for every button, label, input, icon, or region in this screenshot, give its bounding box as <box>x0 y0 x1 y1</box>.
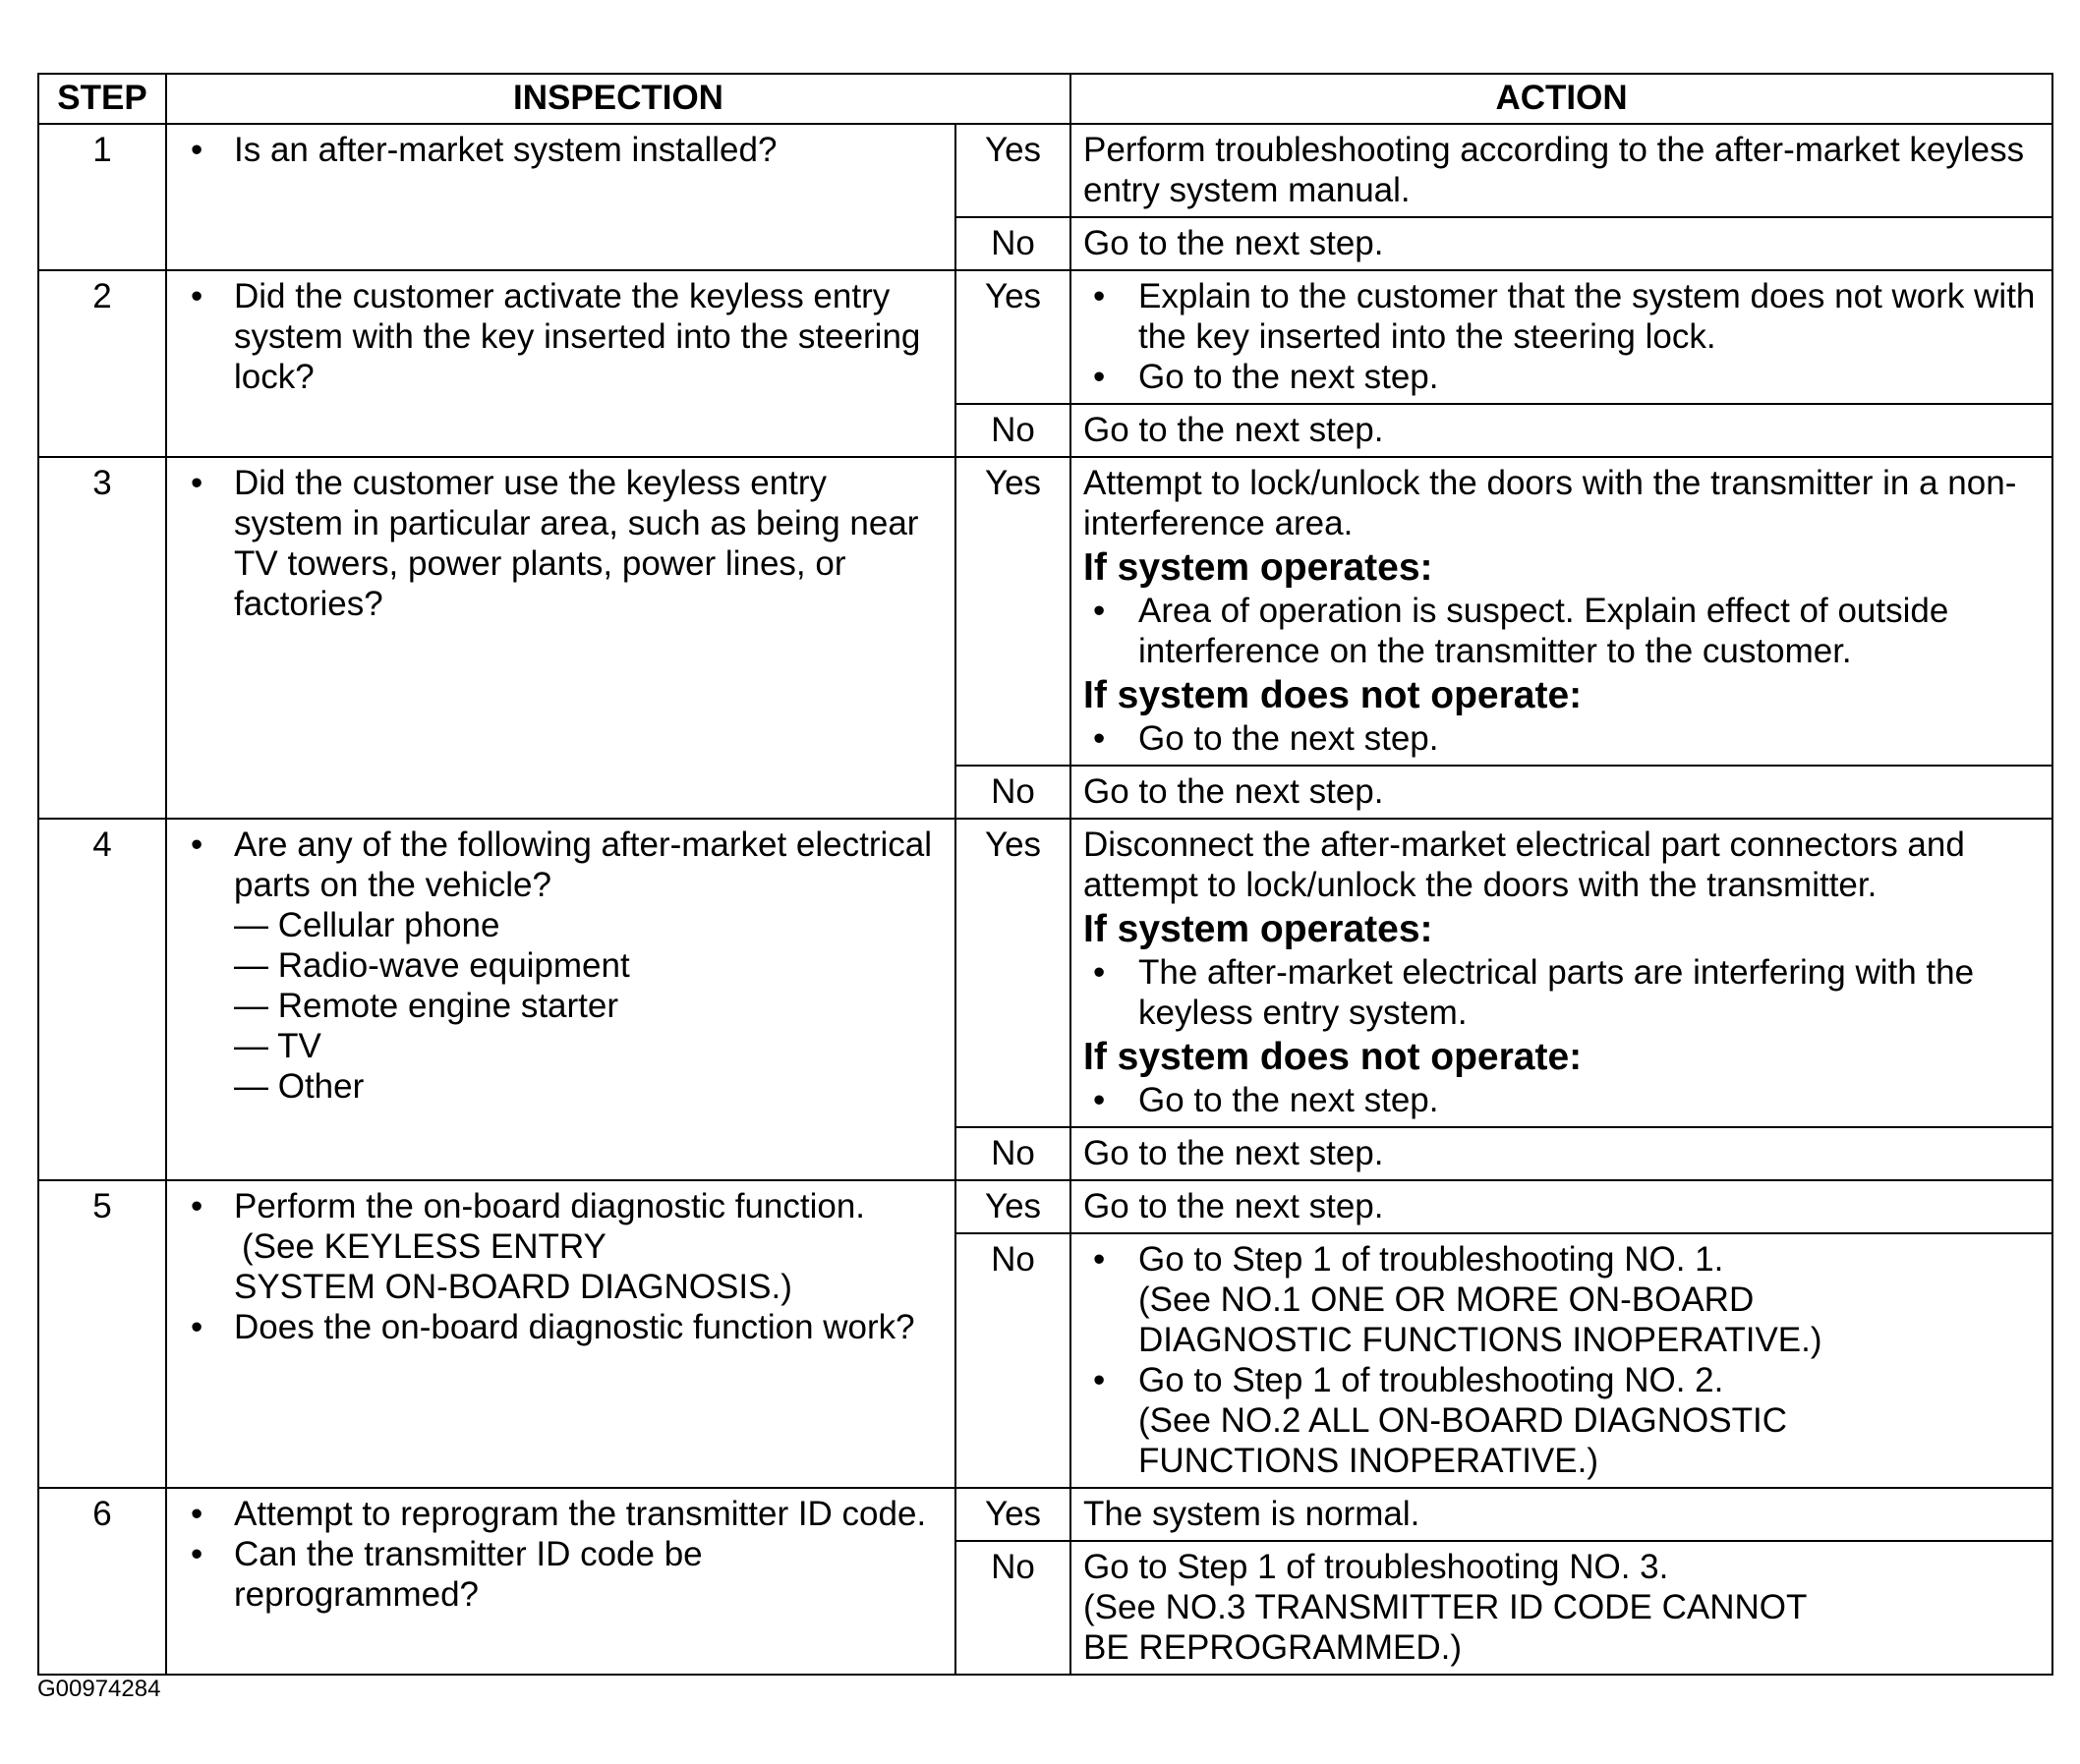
inspection-text: • Perform the on-board diagnostic function. <box>234 1187 866 1225</box>
action-bullet: • Go to the next step. <box>1083 1080 2042 1120</box>
action-text: Attempt to lock/unlock the doors with the transmitter in a non-interference area. <box>1083 464 2017 542</box>
inspection-note: (See KEYLESS ENTRY <box>242 1227 607 1266</box>
action-bullet: • Go to the next step. <box>1083 357 2042 397</box>
action-cell: The system is normal. <box>1070 1488 2052 1541</box>
part-item: — Cellular phone <box>234 906 500 944</box>
table-row <box>38 124 2052 217</box>
troubleshooting-table <box>37 73 2053 1676</box>
action-bullet: • The after-market electrical parts are interfering with the keyless entry system. <box>1083 952 2042 1033</box>
inspection-intro: • Are any of the following after-market electrical parts on the vehicle? <box>234 825 933 904</box>
action-cell <box>1070 819 2052 1127</box>
if-operates-heading: If system operates: <box>1083 908 1433 950</box>
header-step: STEP <box>38 74 166 124</box>
action-bullet <box>1083 1239 2042 1360</box>
part-item: — Remote engine starter <box>234 987 619 1025</box>
yes-label: Yes <box>955 270 1070 404</box>
table-row <box>38 1488 2052 1541</box>
inspection-item: • Can the transmitter ID code be reprogrammed? <box>189 1534 943 1615</box>
inspection-cell <box>166 457 955 819</box>
action-text: • Go to Step 1 of troubleshooting NO. 2. <box>1138 1361 1724 1399</box>
action-note: BE REPROGRAMMED.) <box>1083 1628 1463 1667</box>
if-not-operates-heading: If system does not operate: <box>1083 674 1583 716</box>
yes-label: Yes <box>955 457 1070 766</box>
action-cell <box>1070 1233 2052 1488</box>
inspection-note: SYSTEM ON-BOARD DIAGNOSIS.) <box>234 1268 792 1306</box>
action-cell: Go to the next step. <box>1070 217 2052 270</box>
inspection-cell <box>166 270 955 457</box>
action-bullet: • Explain to the customer that the system does not work with the key inserted into the steering lock. <box>1083 276 2042 357</box>
figure-id: G00974284 <box>37 1676 161 1702</box>
inspection-cell <box>166 124 955 270</box>
action-text: Disconnect the after-market electrical part connectors and attempt to lock/unlock the doors with the transmitter. <box>1083 825 1965 904</box>
step-number: 2 <box>38 270 166 457</box>
no-label: No <box>955 1233 1070 1488</box>
action-note: (See NO.3 TRANSMITTER ID CODE CANNOT <box>1083 1588 1808 1626</box>
action-cell <box>1070 1541 2052 1675</box>
yes-label: Yes <box>955 1488 1070 1541</box>
action-note: FUNCTIONS INOPERATIVE.) <box>1138 1442 1599 1480</box>
inspection-item: • Is an after-market system installed? <box>189 130 943 170</box>
yes-label: Yes <box>955 1180 1070 1233</box>
no-label: No <box>955 404 1070 457</box>
header-inspection: INSPECTION <box>166 74 1070 124</box>
no-label: No <box>955 1541 1070 1675</box>
yes-label: Yes <box>955 124 1070 217</box>
action-cell: Go to the next step. <box>1070 1127 2052 1180</box>
part-item: — TV <box>234 1027 321 1065</box>
part-item: — Other <box>234 1067 365 1106</box>
table-row <box>38 819 2052 1127</box>
action-text: • Go to Step 1 of troubleshooting NO. 1. <box>1138 1240 1724 1279</box>
yes-label: Yes <box>955 819 1070 1127</box>
no-label: No <box>955 217 1070 270</box>
troubleshooting-table-container <box>37 73 2051 1676</box>
inspection-cell <box>166 1180 955 1488</box>
step-number: 3 <box>38 457 166 819</box>
action-bullet <box>1083 1360 2042 1481</box>
table-row <box>38 270 2052 404</box>
inspection-item: • Does the on-board diagnostic function work? <box>189 1307 943 1347</box>
action-cell: Go to the next step. <box>1070 766 2052 819</box>
action-cell: Go to the next step. <box>1070 1180 2052 1233</box>
header-row <box>38 74 2052 124</box>
action-cell <box>1070 270 2052 404</box>
inspection-item <box>189 825 943 1107</box>
step-number: 5 <box>38 1180 166 1488</box>
action-cell: Go to the next step. <box>1070 404 2052 457</box>
inspection-item: • Did the customer activate the keyless entry system with the key inserted into the steering lock? <box>189 276 943 397</box>
if-not-operates-heading: If system does not operate: <box>1083 1036 1583 1078</box>
inspection-item: • Did the customer use the keyless entry system in particular area, such as being near TV towers, power plants, power lines, or factories? <box>189 463 943 624</box>
action-cell <box>1070 457 2052 766</box>
action-text: Go to Step 1 of troubleshooting NO. 3. <box>1083 1548 1669 1586</box>
inspection-item: • Attempt to reprogram the transmitter ID code. <box>189 1494 943 1534</box>
header-action: ACTION <box>1070 74 2052 124</box>
action-bullet: • Go to the next step. <box>1083 718 2042 759</box>
no-label: No <box>955 1127 1070 1180</box>
table-row <box>38 457 2052 766</box>
inspection-cell <box>166 819 955 1180</box>
action-note: DIAGNOSTIC FUNCTIONS INOPERATIVE.) <box>1138 1321 1822 1359</box>
table-row <box>38 1180 2052 1233</box>
action-cell: Perform troubleshooting according to the after-market keyless entry system manual. <box>1070 124 2052 217</box>
part-item: — Radio-wave equipment <box>234 946 630 985</box>
step-number: 1 <box>38 124 166 270</box>
action-note: (See NO.2 ALL ON-BOARD DIAGNOSTIC <box>1138 1401 1787 1440</box>
if-operates-heading: If system operates: <box>1083 546 1433 589</box>
step-number: 6 <box>38 1488 166 1675</box>
inspection-item <box>189 1186 943 1307</box>
action-note: (See NO.1 ONE OR MORE ON-BOARD <box>1138 1280 1755 1319</box>
action-bullet: • Area of operation is suspect. Explain effect of outside interference on the transmitter to the customer. <box>1083 591 2042 671</box>
no-label: No <box>955 766 1070 819</box>
step-number: 4 <box>38 819 166 1180</box>
inspection-cell <box>166 1488 955 1675</box>
